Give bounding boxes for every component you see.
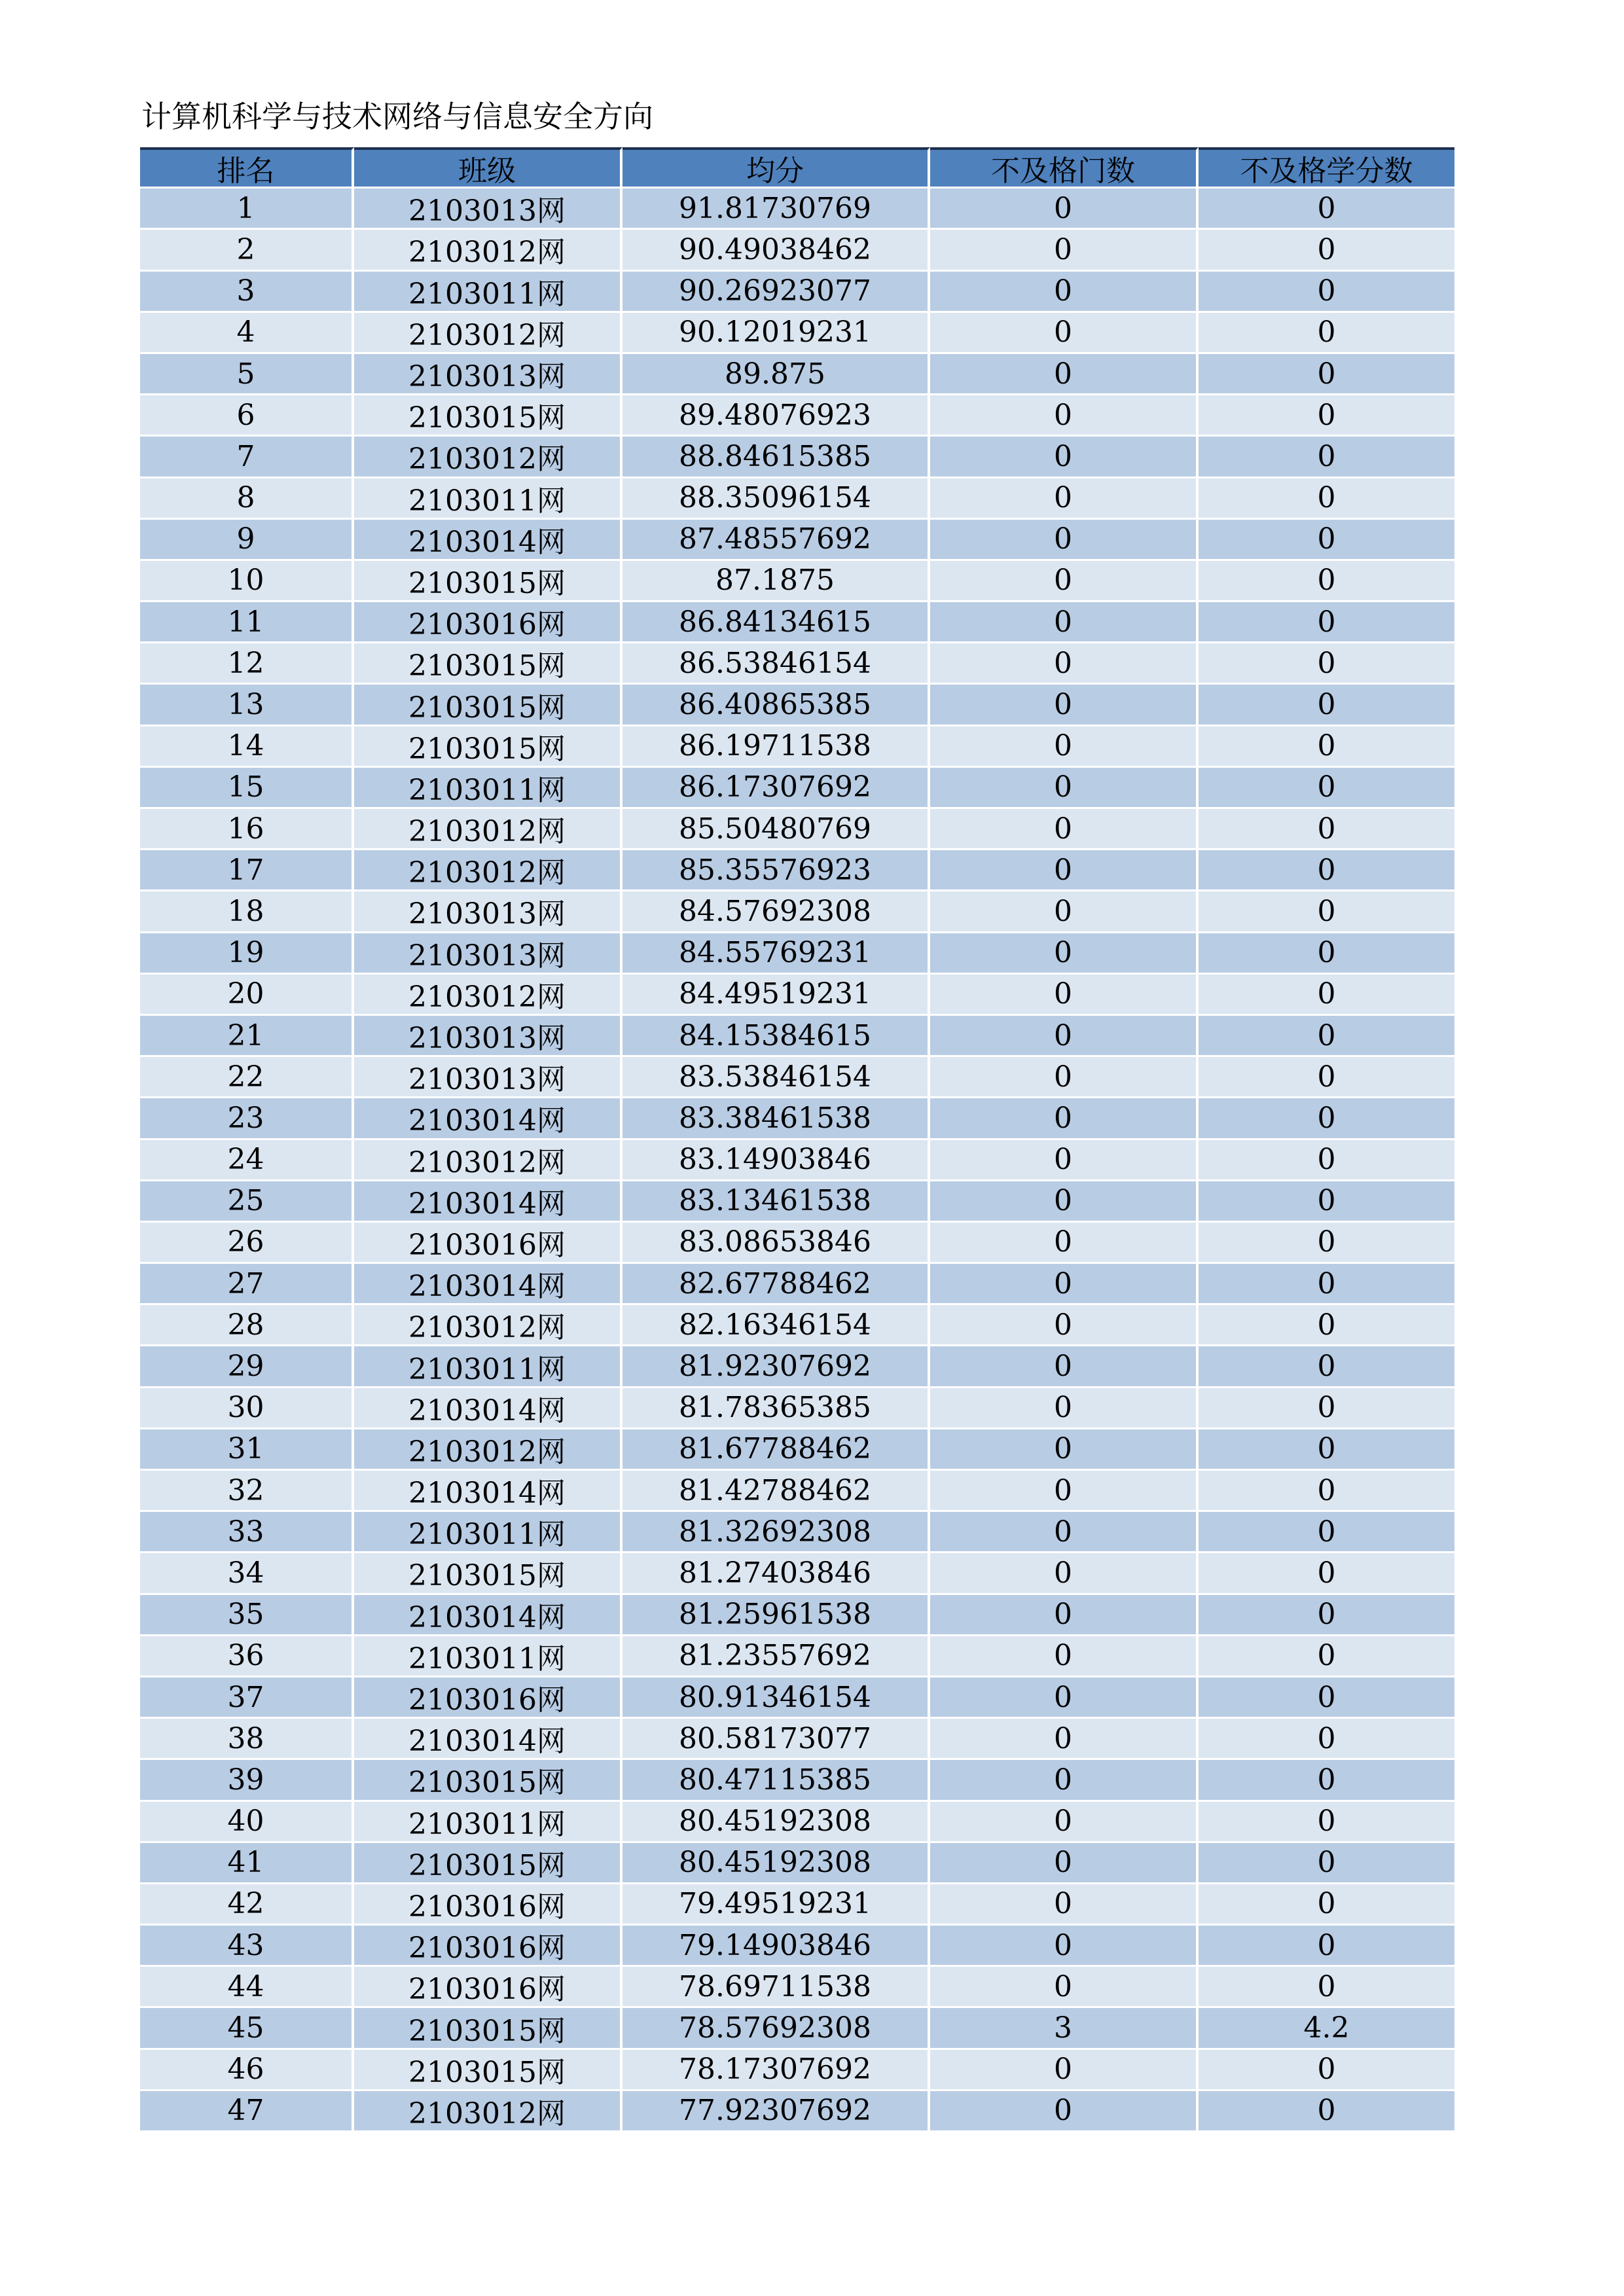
cell-average: 81.78365385	[623, 1388, 930, 1429]
cell-failed-credits: 0	[1199, 2091, 1454, 2132]
cell-class: 2103011网	[354, 1512, 623, 1553]
cell-failed-credits: 0	[1199, 1884, 1454, 1926]
cell-class: 2103015网	[354, 726, 623, 768]
table-row	[140, 437, 1454, 478]
cell-rank: 12	[140, 643, 354, 685]
cell-rank: 31	[140, 1429, 354, 1471]
table-row	[140, 1595, 1454, 1636]
cell-average: 81.92307692	[623, 1346, 930, 1388]
table-row	[140, 1843, 1454, 1884]
cell-rank: 37	[140, 1677, 354, 1719]
cell-failed-credits: 0	[1199, 1677, 1454, 1719]
cell-class: 2103011网	[354, 272, 623, 313]
cell-failed-credits: 0	[1199, 272, 1454, 313]
cell-rank: 8	[140, 478, 354, 520]
cell-failed-courses: 0	[930, 230, 1199, 271]
header-class: 班级	[354, 147, 623, 188]
cell-average: 87.48557692	[623, 520, 930, 561]
cell-failed-credits: 0	[1199, 1098, 1454, 1139]
cell-failed-credits: 0	[1199, 1802, 1454, 1843]
cell-failed-courses: 0	[930, 1926, 1199, 1967]
cell-failed-credits: 0	[1199, 520, 1454, 561]
cell-average: 79.14903846	[623, 1926, 930, 1967]
cell-rank: 42	[140, 1884, 354, 1926]
cell-class: 2103016网	[354, 602, 623, 643]
cell-failed-credits: 0	[1199, 2050, 1454, 2091]
cell-average: 84.49519231	[623, 975, 930, 1016]
cell-rank: 7	[140, 437, 354, 478]
cell-class: 2103015网	[354, 1760, 623, 1801]
cell-failed-courses: 0	[930, 809, 1199, 850]
cell-class: 2103015网	[354, 685, 623, 726]
cell-average: 83.13461538	[623, 1181, 930, 1223]
cell-failed-credits: 0	[1199, 1967, 1454, 2008]
cell-failed-credits: 0	[1199, 1595, 1454, 1636]
cell-rank: 17	[140, 850, 354, 891]
cell-failed-courses: 0	[930, 1305, 1199, 1346]
cell-rank: 22	[140, 1057, 354, 1098]
cell-class: 2103013网	[354, 1057, 623, 1098]
cell-failed-credits: 0	[1199, 561, 1454, 602]
cell-average: 84.55769231	[623, 933, 930, 975]
table-row	[140, 1512, 1454, 1553]
cell-failed-credits: 0	[1199, 643, 1454, 685]
cell-class: 2103012网	[354, 975, 623, 1016]
cell-rank: 27	[140, 1264, 354, 1305]
cell-failed-courses: 0	[930, 1098, 1199, 1139]
cell-average: 89.875	[623, 354, 930, 395]
table-row	[140, 1057, 1454, 1098]
cell-failed-credits: 0	[1199, 975, 1454, 1016]
cell-rank: 41	[140, 1843, 354, 1884]
cell-rank: 6	[140, 395, 354, 437]
cell-class: 2103015网	[354, 395, 623, 437]
cell-rank: 46	[140, 2050, 354, 2091]
cell-failed-courses: 0	[930, 1140, 1199, 1181]
cell-failed-credits: 0	[1199, 602, 1454, 643]
cell-rank: 16	[140, 809, 354, 850]
cell-failed-courses: 0	[930, 1388, 1199, 1429]
cell-class: 2103014网	[354, 1264, 623, 1305]
cell-average: 78.57692308	[623, 2008, 930, 2049]
cell-rank: 13	[140, 685, 354, 726]
cell-failed-courses: 0	[930, 520, 1199, 561]
cell-failed-courses: 0	[930, 933, 1199, 975]
cell-class: 2103016网	[354, 1967, 623, 2008]
page-title: 计算机科学与技术网络与信息安全方向	[141, 99, 653, 134]
cell-class: 2103011网	[354, 768, 623, 809]
cell-failed-courses: 0	[930, 478, 1199, 520]
cell-average: 82.67788462	[623, 1264, 930, 1305]
cell-rank: 2	[140, 230, 354, 271]
cell-rank: 9	[140, 520, 354, 561]
table-row	[140, 1016, 1454, 1057]
cell-failed-courses: 0	[930, 1264, 1199, 1305]
cell-rank: 4	[140, 313, 354, 354]
cell-failed-credits: 0	[1199, 1388, 1454, 1429]
cell-failed-courses: 0	[930, 188, 1199, 230]
cell-class: 2103016网	[354, 1926, 623, 1967]
table-row	[140, 768, 1454, 809]
cell-failed-courses: 0	[930, 1677, 1199, 1719]
cell-rank: 14	[140, 726, 354, 768]
ranking-table	[140, 147, 1454, 2132]
cell-failed-credits: 0	[1199, 809, 1454, 850]
cell-rank: 29	[140, 1346, 354, 1388]
cell-average: 88.35096154	[623, 478, 930, 520]
cell-failed-courses: 0	[930, 768, 1199, 809]
table-row	[140, 1636, 1454, 1677]
cell-class: 2103013网	[354, 891, 623, 933]
table-row	[140, 354, 1454, 395]
cell-rank: 47	[140, 2091, 354, 2132]
cell-failed-courses: 0	[930, 1843, 1199, 1884]
table-row	[140, 561, 1454, 602]
cell-average: 78.17307692	[623, 2050, 930, 2091]
cell-average: 86.40865385	[623, 685, 930, 726]
table-row	[140, 1181, 1454, 1223]
table-row	[140, 1388, 1454, 1429]
cell-failed-courses: 0	[930, 1471, 1199, 1512]
table-row	[140, 1429, 1454, 1471]
cell-rank: 10	[140, 561, 354, 602]
cell-rank: 33	[140, 1512, 354, 1553]
table-row	[140, 272, 1454, 313]
cell-rank: 23	[140, 1098, 354, 1139]
table-row	[140, 1677, 1454, 1719]
table-row	[140, 726, 1454, 768]
table-header-row	[140, 147, 1454, 188]
cell-average: 86.53846154	[623, 643, 930, 685]
table-row	[140, 1967, 1454, 2008]
cell-rank: 11	[140, 602, 354, 643]
cell-rank: 25	[140, 1181, 354, 1223]
table-row	[140, 1223, 1454, 1264]
table-row	[140, 188, 1454, 230]
cell-rank: 32	[140, 1471, 354, 1512]
cell-failed-credits: 0	[1199, 1181, 1454, 1223]
cell-failed-courses: 0	[930, 272, 1199, 313]
cell-rank: 15	[140, 768, 354, 809]
cell-class: 2103016网	[354, 1884, 623, 1926]
cell-class: 2103013网	[354, 188, 623, 230]
cell-average: 85.35576923	[623, 850, 930, 891]
cell-failed-credits: 0	[1199, 188, 1454, 230]
header-failed-courses: 不及格门数	[930, 147, 1199, 188]
cell-failed-credits: 0	[1199, 726, 1454, 768]
table-row	[140, 602, 1454, 643]
cell-failed-courses: 0	[930, 850, 1199, 891]
table-row	[140, 1802, 1454, 1843]
cell-failed-courses: 3	[930, 2008, 1199, 2049]
cell-average: 79.49519231	[623, 1884, 930, 1926]
cell-failed-credits: 0	[1199, 685, 1454, 726]
cell-class: 2103014网	[354, 1471, 623, 1512]
cell-failed-credits: 0	[1199, 1553, 1454, 1594]
cell-failed-courses: 0	[930, 726, 1199, 768]
cell-failed-credits: 0	[1199, 850, 1454, 891]
cell-failed-credits: 0	[1199, 1346, 1454, 1388]
table-row	[140, 850, 1454, 891]
table-row	[140, 1140, 1454, 1181]
cell-class: 2103015网	[354, 1843, 623, 1884]
cell-class: 2103011网	[354, 1802, 623, 1843]
table-row	[140, 395, 1454, 437]
cell-average: 89.48076923	[623, 395, 930, 437]
cell-average: 83.14903846	[623, 1140, 930, 1181]
cell-average: 84.57692308	[623, 891, 930, 933]
cell-rank: 30	[140, 1388, 354, 1429]
cell-rank: 44	[140, 1967, 354, 2008]
table-body	[140, 188, 1454, 2132]
cell-average: 81.32692308	[623, 1512, 930, 1553]
cell-class: 2103015网	[354, 561, 623, 602]
cell-rank: 39	[140, 1760, 354, 1801]
cell-rank: 24	[140, 1140, 354, 1181]
table-row	[140, 1098, 1454, 1139]
table-row	[140, 1926, 1454, 1967]
cell-class: 2103012网	[354, 850, 623, 891]
cell-average: 90.49038462	[623, 230, 930, 271]
cell-failed-credits: 0	[1199, 1016, 1454, 1057]
cell-class: 2103011网	[354, 1636, 623, 1677]
cell-failed-courses: 0	[930, 1636, 1199, 1677]
cell-rank: 18	[140, 891, 354, 933]
cell-class: 2103012网	[354, 1305, 623, 1346]
cell-class: 2103014网	[354, 1388, 623, 1429]
cell-failed-credits: 0	[1199, 313, 1454, 354]
cell-class: 2103013网	[354, 354, 623, 395]
cell-failed-credits: 0	[1199, 230, 1454, 271]
cell-failed-courses: 0	[930, 975, 1199, 1016]
table-row	[140, 1346, 1454, 1388]
cell-average: 91.81730769	[623, 188, 930, 230]
cell-failed-credits: 0	[1199, 395, 1454, 437]
cell-average: 81.67788462	[623, 1429, 930, 1471]
cell-failed-credits: 0	[1199, 1512, 1454, 1553]
cell-rank: 20	[140, 975, 354, 1016]
header-average: 均分	[623, 147, 930, 188]
cell-average: 80.58173077	[623, 1719, 930, 1760]
cell-class: 2103012网	[354, 437, 623, 478]
cell-class: 2103015网	[354, 2008, 623, 2049]
cell-average: 86.17307692	[623, 768, 930, 809]
cell-average: 90.26923077	[623, 272, 930, 313]
cell-rank: 19	[140, 933, 354, 975]
table-row	[140, 1884, 1454, 1926]
cell-rank: 26	[140, 1223, 354, 1264]
cell-failed-credits: 0	[1199, 1471, 1454, 1512]
cell-average: 80.45192308	[623, 1843, 930, 1884]
cell-failed-courses: 0	[930, 1346, 1199, 1388]
cell-class: 2103013网	[354, 933, 623, 975]
cell-average: 78.69711538	[623, 1967, 930, 2008]
cell-class: 2103013网	[354, 1016, 623, 1057]
cell-rank: 43	[140, 1926, 354, 1967]
table-row	[140, 2091, 1454, 2132]
cell-failed-courses: 0	[930, 313, 1199, 354]
cell-average: 81.27403846	[623, 1553, 930, 1594]
cell-failed-courses: 0	[930, 1512, 1199, 1553]
cell-failed-credits: 4.2	[1199, 2008, 1454, 2049]
cell-rank: 21	[140, 1016, 354, 1057]
cell-class: 2103012网	[354, 313, 623, 354]
cell-average: 80.91346154	[623, 1677, 930, 1719]
cell-average: 84.15384615	[623, 1016, 930, 1057]
cell-rank: 38	[140, 1719, 354, 1760]
cell-class: 2103014网	[354, 1181, 623, 1223]
cell-failed-credits: 0	[1199, 1305, 1454, 1346]
cell-failed-courses: 0	[930, 1429, 1199, 1471]
table-row	[140, 1471, 1454, 1512]
table-row	[140, 809, 1454, 850]
cell-average: 87.1875	[623, 561, 930, 602]
cell-failed-courses: 0	[930, 1553, 1199, 1594]
table-row	[140, 1264, 1454, 1305]
table-row	[140, 643, 1454, 685]
table-row	[140, 2008, 1454, 2049]
header-rank: 排名	[140, 147, 354, 188]
table-row	[140, 520, 1454, 561]
cell-class: 2103011网	[354, 1346, 623, 1388]
cell-failed-credits: 0	[1199, 1429, 1454, 1471]
cell-average: 80.47115385	[623, 1760, 930, 1801]
table-row	[140, 478, 1454, 520]
cell-failed-courses: 0	[930, 685, 1199, 726]
cell-average: 88.84615385	[623, 437, 930, 478]
table-row	[140, 313, 1454, 354]
cell-failed-credits: 0	[1199, 437, 1454, 478]
cell-average: 83.38461538	[623, 1098, 930, 1139]
cell-rank: 34	[140, 1553, 354, 1594]
cell-failed-credits: 0	[1199, 768, 1454, 809]
cell-rank: 36	[140, 1636, 354, 1677]
cell-class: 2103016网	[354, 1223, 623, 1264]
table-row	[140, 1760, 1454, 1801]
cell-average: 86.84134615	[623, 602, 930, 643]
table-row	[140, 975, 1454, 1016]
cell-failed-courses: 0	[930, 1719, 1199, 1760]
cell-rank: 3	[140, 272, 354, 313]
cell-class: 2103012网	[354, 230, 623, 271]
cell-failed-courses: 0	[930, 437, 1199, 478]
cell-failed-courses: 0	[930, 561, 1199, 602]
cell-failed-courses: 0	[930, 643, 1199, 685]
cell-failed-credits: 0	[1199, 354, 1454, 395]
cell-average: 90.12019231	[623, 313, 930, 354]
table-row	[140, 891, 1454, 933]
cell-failed-courses: 0	[930, 891, 1199, 933]
table-row	[140, 230, 1454, 271]
cell-class: 2103014网	[354, 1719, 623, 1760]
cell-average: 80.45192308	[623, 1802, 930, 1843]
cell-average: 86.19711538	[623, 726, 930, 768]
cell-average: 82.16346154	[623, 1305, 930, 1346]
cell-class: 2103012网	[354, 2091, 623, 2132]
cell-class: 2103014网	[354, 1595, 623, 1636]
cell-class: 2103014网	[354, 520, 623, 561]
cell-failed-courses: 0	[930, 1967, 1199, 2008]
cell-failed-credits: 0	[1199, 478, 1454, 520]
cell-rank: 40	[140, 1802, 354, 1843]
cell-rank: 5	[140, 354, 354, 395]
cell-failed-courses: 0	[930, 1057, 1199, 1098]
cell-failed-credits: 0	[1199, 1057, 1454, 1098]
cell-class: 2103011网	[354, 478, 623, 520]
table-row	[140, 933, 1454, 975]
cell-failed-credits: 0	[1199, 891, 1454, 933]
cell-average: 81.42788462	[623, 1471, 930, 1512]
cell-failed-courses: 0	[930, 1884, 1199, 1926]
cell-failed-credits: 0	[1199, 1760, 1454, 1801]
cell-failed-courses: 0	[930, 1802, 1199, 1843]
cell-class: 2103015网	[354, 2050, 623, 2091]
cell-failed-courses: 0	[930, 354, 1199, 395]
cell-class: 2103015网	[354, 1553, 623, 1594]
cell-average: 77.92307692	[623, 2091, 930, 2132]
table-row	[140, 1719, 1454, 1760]
cell-failed-credits: 0	[1199, 1636, 1454, 1677]
table-row	[140, 2050, 1454, 2091]
cell-class: 2103016网	[354, 1677, 623, 1719]
cell-failed-courses: 0	[930, 1760, 1199, 1801]
table-row	[140, 1305, 1454, 1346]
cell-failed-courses: 0	[930, 1181, 1199, 1223]
cell-failed-credits: 0	[1199, 1926, 1454, 1967]
cell-rank: 28	[140, 1305, 354, 1346]
table-row	[140, 685, 1454, 726]
cell-failed-courses: 0	[930, 2050, 1199, 2091]
cell-failed-credits: 0	[1199, 1843, 1454, 1884]
cell-average: 81.23557692	[623, 1636, 930, 1677]
cell-failed-credits: 0	[1199, 1223, 1454, 1264]
cell-average: 85.50480769	[623, 809, 930, 850]
cell-average: 83.53846154	[623, 1057, 930, 1098]
cell-class: 2103014网	[354, 1098, 623, 1139]
cell-failed-courses: 0	[930, 395, 1199, 437]
cell-rank: 1	[140, 188, 354, 230]
cell-failed-courses: 0	[930, 2091, 1199, 2132]
cell-failed-credits: 0	[1199, 1264, 1454, 1305]
cell-failed-courses: 0	[930, 602, 1199, 643]
cell-class: 2103012网	[354, 1140, 623, 1181]
cell-failed-courses: 0	[930, 1223, 1199, 1264]
cell-class: 2103012网	[354, 1429, 623, 1471]
cell-failed-courses: 0	[930, 1016, 1199, 1057]
cell-average: 83.08653846	[623, 1223, 930, 1264]
cell-failed-courses: 0	[930, 1595, 1199, 1636]
cell-average: 81.25961538	[623, 1595, 930, 1636]
cell-class: 2103012网	[354, 809, 623, 850]
cell-failed-credits: 0	[1199, 1719, 1454, 1760]
cell-failed-credits: 0	[1199, 1140, 1454, 1181]
cell-failed-credits: 0	[1199, 933, 1454, 975]
cell-rank: 45	[140, 2008, 354, 2049]
header-failed-credits: 不及格学分数	[1199, 147, 1454, 188]
cell-class: 2103015网	[354, 643, 623, 685]
cell-rank: 35	[140, 1595, 354, 1636]
table-row	[140, 1553, 1454, 1594]
